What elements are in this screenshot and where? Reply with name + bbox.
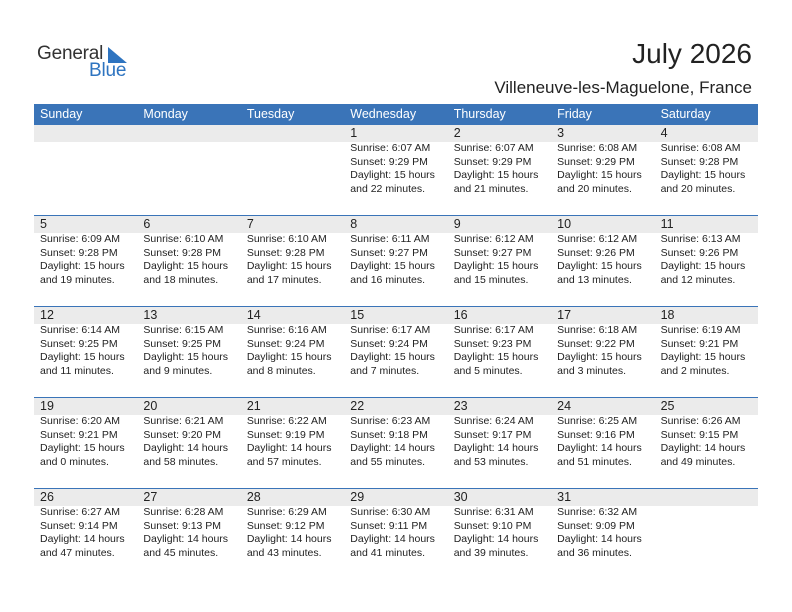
day-cell — [448, 307, 551, 397]
day-cell — [241, 125, 344, 215]
day-cell — [344, 489, 447, 579]
day-number: 13 — [143, 308, 158, 322]
day-cell — [655, 125, 758, 215]
weekday-friday: Friday — [557, 107, 592, 121]
sunset-text: Sunset: 9:26 PM — [557, 246, 635, 259]
day-number: 2 — [453, 126, 461, 140]
daylight-hours-text: Daylight: 15 hours — [350, 260, 435, 273]
calendar-week — [34, 397, 758, 488]
sunset-text: Sunset: 9:09 PM — [557, 519, 635, 532]
sunrise-text: Sunrise: 6:32 AM — [557, 506, 638, 518]
day-cell — [551, 398, 654, 488]
day-number: 23 — [453, 399, 468, 413]
weekday-tuesday: Tuesday — [246, 107, 295, 121]
sunset-text: Sunset: 9:24 PM — [246, 337, 325, 350]
sunset-text: Sunset: 9:23 PM — [453, 337, 532, 350]
day-cell — [241, 398, 344, 488]
daylight-minutes-text: and 21 minutes. — [453, 182, 529, 195]
day-number — [661, 489, 758, 506]
day-number: 19 — [40, 399, 54, 413]
day-cell — [551, 489, 654, 579]
sunset-text: Sunset: 9:16 PM — [557, 428, 635, 441]
daylight-hours-text: Daylight: 15 hours — [453, 351, 539, 364]
day-cell — [34, 125, 137, 215]
calendar-week — [34, 306, 758, 397]
daylight-hours-text: Daylight: 15 hours — [557, 169, 642, 182]
daylight-hours-text: Daylight: 15 hours — [453, 169, 539, 182]
daylight-hours-text: Daylight: 15 hours — [143, 260, 229, 273]
daylight-hours-text: Daylight: 15 hours — [350, 169, 435, 182]
sunrise-text: Sunrise: 6:20 AM — [40, 415, 120, 427]
sunrise-text: Sunrise: 6:31 AM — [453, 506, 534, 518]
sunset-text: Sunset: 9:10 PM — [453, 519, 532, 532]
sunrise-text: Sunrise: 6:15 AM — [143, 324, 224, 336]
daylight-hours-text: Daylight: 14 hours — [143, 533, 229, 546]
daylight-hours-text: Daylight: 14 hours — [453, 533, 539, 546]
calendar-location: Villeneuve-les-Maguelone, France — [494, 78, 752, 97]
day-number — [40, 125, 137, 142]
day-number: 21 — [246, 399, 261, 413]
sunset-text: Sunset: 9:28 PM — [246, 246, 325, 259]
weekday-thursday: Thursday — [453, 107, 506, 121]
day-cell — [551, 307, 654, 397]
daylight-hours-text: Daylight: 14 hours — [557, 533, 642, 546]
day-cell — [34, 216, 137, 306]
sunrise-text: Sunrise: 6:08 AM — [557, 142, 638, 154]
sunrise-text: Sunrise: 6:24 AM — [453, 415, 534, 427]
day-number: 25 — [660, 399, 675, 413]
logo-general-text: General — [37, 43, 104, 64]
calendar-grid — [34, 104, 758, 579]
day-cell — [34, 489, 137, 579]
daylight-minutes-text: and 51 minutes. — [557, 455, 632, 468]
weekday-header — [34, 104, 758, 125]
sunrise-text: Sunrise: 6:09 AM — [40, 233, 120, 245]
day-cell — [241, 216, 344, 306]
day-number — [247, 125, 344, 142]
day-number: 29 — [350, 490, 365, 504]
daylight-minutes-text: and 16 minutes. — [350, 273, 425, 286]
sunrise-text: Sunrise: 6:29 AM — [246, 506, 327, 518]
day-cell — [137, 307, 240, 397]
daylight-minutes-text: and 17 minutes. — [246, 273, 322, 286]
day-number: 28 — [246, 490, 261, 504]
day-number: 15 — [350, 308, 365, 322]
day-cell — [241, 489, 344, 579]
daylight-minutes-text: and 53 minutes. — [453, 455, 529, 468]
sunrise-text: Sunrise: 6:17 AM — [453, 324, 534, 336]
sunrise-text: Sunrise: 6:07 AM — [350, 142, 431, 154]
daylight-hours-text: Daylight: 15 hours — [557, 351, 642, 364]
day-number: 4 — [660, 126, 668, 140]
sunrise-text: Sunrise: 6:28 AM — [143, 506, 224, 518]
sunset-text: Sunset: 9:26 PM — [660, 246, 739, 259]
sunset-text: Sunset: 9:29 PM — [557, 155, 635, 168]
day-cell — [655, 307, 758, 397]
day-number: 17 — [557, 308, 572, 322]
day-cell — [137, 398, 240, 488]
day-number: 9 — [453, 217, 461, 231]
sunset-text: Sunset: 9:12 PM — [246, 519, 325, 532]
day-cell — [655, 398, 758, 488]
sunset-text: Sunset: 9:29 PM — [453, 155, 532, 168]
sunrise-text: Sunrise: 6:17 AM — [350, 324, 431, 336]
sunset-text: Sunset: 9:27 PM — [453, 246, 532, 259]
daylight-hours-text: Daylight: 15 hours — [40, 260, 125, 273]
weekday-monday: Monday — [143, 107, 188, 121]
sunrise-text: Sunrise: 6:22 AM — [246, 415, 327, 427]
daylight-minutes-text: and 47 minutes. — [40, 546, 115, 559]
sunrise-text: Sunrise: 6:23 AM — [350, 415, 431, 427]
daylight-minutes-text: and 12 minutes. — [660, 273, 736, 286]
day-number: 5 — [40, 217, 47, 231]
day-cell — [344, 216, 447, 306]
sunrise-text: Sunrise: 6:25 AM — [557, 415, 638, 427]
weekday-wednesday: Wednesday — [350, 107, 417, 121]
daylight-minutes-text: and 41 minutes. — [350, 546, 425, 559]
daylight-hours-text: Daylight: 14 hours — [40, 533, 125, 546]
daylight-hours-text: Daylight: 15 hours — [660, 169, 746, 182]
daylight-minutes-text: and 45 minutes. — [143, 546, 219, 559]
daylight-hours-text: Daylight: 15 hours — [246, 260, 332, 273]
daylight-minutes-text: and 11 minutes. — [40, 364, 114, 377]
daylight-hours-text: Daylight: 15 hours — [246, 351, 332, 364]
day-number: 8 — [350, 217, 358, 231]
daylight-minutes-text: and 13 minutes. — [557, 273, 632, 286]
day-number: 12 — [40, 308, 54, 322]
daylight-minutes-text: and 15 minutes. — [453, 273, 529, 286]
daylight-hours-text: Daylight: 15 hours — [453, 260, 539, 273]
daylight-minutes-text: and 3 minutes. — [557, 364, 627, 377]
daylight-hours-text: Daylight: 15 hours — [660, 260, 746, 273]
brand-logo — [37, 43, 137, 83]
sunset-text: Sunset: 9:15 PM — [660, 428, 739, 441]
daylight-minutes-text: and 19 minutes. — [40, 273, 115, 286]
daylight-minutes-text: and 39 minutes. — [453, 546, 529, 559]
day-cell — [137, 489, 240, 579]
daylight-minutes-text: and 20 minutes. — [660, 182, 736, 195]
weekday-saturday: Saturday — [660, 107, 711, 121]
sunrise-text: Sunrise: 6:12 AM — [557, 233, 638, 245]
daylight-hours-text: Daylight: 14 hours — [350, 533, 435, 546]
day-cell — [34, 307, 137, 397]
sunset-text: Sunset: 9:28 PM — [660, 155, 739, 168]
day-cell — [655, 489, 758, 579]
daylight-minutes-text: and 22 minutes. — [350, 182, 425, 195]
daylight-minutes-text: and 58 minutes. — [143, 455, 219, 468]
day-number: 22 — [350, 399, 365, 413]
weekday-sunday: Sunday — [40, 107, 83, 121]
day-number — [143, 125, 240, 142]
sunset-text: Sunset: 9:25 PM — [143, 337, 222, 350]
sunrise-text: Sunrise: 6:12 AM — [453, 233, 534, 245]
daylight-hours-text: Daylight: 15 hours — [143, 351, 229, 364]
day-number: 11 — [660, 217, 674, 231]
sunrise-text: Sunrise: 6:10 AM — [143, 233, 224, 245]
logo-blue-text: Blue — [89, 60, 127, 81]
day-cell — [137, 125, 240, 215]
sunset-text: Sunset: 9:21 PM — [40, 428, 118, 441]
sunrise-text: Sunrise: 6:14 AM — [40, 324, 120, 336]
day-number: 16 — [453, 308, 468, 322]
daylight-hours-text: Daylight: 14 hours — [660, 442, 746, 455]
sunset-text: Sunset: 9:18 PM — [350, 428, 428, 441]
day-cell — [551, 216, 654, 306]
sunset-text: Sunset: 9:25 PM — [40, 337, 118, 350]
sunrise-text: Sunrise: 6:27 AM — [40, 506, 120, 518]
sunrise-text: Sunrise: 6:10 AM — [246, 233, 327, 245]
daylight-minutes-text: and 2 minutes. — [660, 364, 730, 377]
day-cell — [655, 216, 758, 306]
daylight-minutes-text: and 7 minutes. — [350, 364, 420, 377]
sunset-text: Sunset: 9:24 PM — [350, 337, 428, 350]
day-cell — [34, 398, 137, 488]
sunset-text: Sunset: 9:11 PM — [350, 519, 428, 532]
sunset-text: Sunset: 9:13 PM — [143, 519, 222, 532]
sunrise-text: Sunrise: 6:13 AM — [660, 233, 741, 245]
day-number: 31 — [557, 490, 572, 504]
day-number: 27 — [143, 490, 158, 504]
daylight-minutes-text: and 43 minutes. — [246, 546, 322, 559]
calendar-week — [34, 488, 758, 579]
daylight-minutes-text: and 49 minutes. — [660, 455, 736, 468]
day-number: 20 — [143, 399, 158, 413]
daylight-hours-text: Daylight: 15 hours — [40, 442, 125, 455]
day-cell — [448, 398, 551, 488]
daylight-minutes-text: and 8 minutes. — [246, 364, 316, 377]
sunset-text: Sunset: 9:17 PM — [453, 428, 532, 441]
calendar-title: July 2026 — [632, 38, 752, 69]
sunset-text: Sunset: 9:28 PM — [143, 246, 222, 259]
day-cell — [448, 489, 551, 579]
day-cell — [344, 125, 447, 215]
day-number: 18 — [660, 308, 675, 322]
daylight-minutes-text: and 36 minutes. — [557, 546, 632, 559]
day-number: 7 — [246, 217, 254, 231]
day-number: 24 — [557, 399, 572, 413]
daylight-minutes-text: and 20 minutes. — [557, 182, 632, 195]
daylight-hours-text: Daylight: 15 hours — [557, 260, 642, 273]
daylight-hours-text: Daylight: 14 hours — [453, 442, 539, 455]
day-cell — [344, 398, 447, 488]
daylight-hours-text: Daylight: 14 hours — [143, 442, 229, 455]
sunrise-text: Sunrise: 6:07 AM — [453, 142, 534, 154]
calendar-week — [34, 125, 758, 215]
daylight-hours-text: Daylight: 14 hours — [557, 442, 642, 455]
day-cell — [241, 307, 344, 397]
weeks-container — [34, 125, 758, 579]
sunrise-text: Sunrise: 6:19 AM — [660, 324, 741, 336]
daylight-minutes-text: and 57 minutes. — [246, 455, 322, 468]
day-number: 30 — [453, 490, 468, 504]
sunset-text: Sunset: 9:21 PM — [660, 337, 739, 350]
sunrise-text: Sunrise: 6:16 AM — [246, 324, 327, 336]
daylight-hours-text: Daylight: 14 hours — [350, 442, 435, 455]
daylight-hours-text: Daylight: 15 hours — [350, 351, 435, 364]
sunrise-text: Sunrise: 6:18 AM — [557, 324, 638, 336]
daylight-minutes-text: and 18 minutes. — [143, 273, 219, 286]
sunset-text: Sunset: 9:22 PM — [557, 337, 635, 350]
day-cell — [448, 125, 551, 215]
sunset-text: Sunset: 9:14 PM — [40, 519, 118, 532]
sunset-text: Sunset: 9:19 PM — [246, 428, 325, 441]
sunrise-text: Sunrise: 6:21 AM — [143, 415, 224, 427]
daylight-minutes-text: and 55 minutes. — [350, 455, 425, 468]
day-cell — [137, 216, 240, 306]
day-number: 6 — [143, 217, 151, 231]
daylight-minutes-text: and 5 minutes. — [453, 364, 523, 377]
sunset-text: Sunset: 9:20 PM — [143, 428, 222, 441]
day-cell — [344, 307, 447, 397]
sunrise-text: Sunrise: 6:30 AM — [350, 506, 431, 518]
day-number: 26 — [40, 490, 54, 504]
daylight-minutes-text: and 9 minutes. — [143, 364, 213, 377]
day-cell — [551, 125, 654, 215]
sunrise-text: Sunrise: 6:08 AM — [660, 142, 741, 154]
daylight-hours-text: Daylight: 15 hours — [660, 351, 746, 364]
day-number: 10 — [557, 217, 572, 231]
daylight-hours-text: Daylight: 14 hours — [246, 533, 332, 546]
day-number: 1 — [350, 126, 358, 140]
daylight-hours-text: Daylight: 14 hours — [246, 442, 332, 455]
day-cell — [448, 216, 551, 306]
sunset-text: Sunset: 9:27 PM — [350, 246, 428, 259]
sunset-text: Sunset: 9:29 PM — [350, 155, 428, 168]
day-number: 14 — [246, 308, 261, 322]
daylight-hours-text: Daylight: 15 hours — [40, 351, 125, 364]
calendar-week — [34, 215, 758, 306]
sunrise-text: Sunrise: 6:11 AM — [350, 233, 430, 245]
daylight-minutes-text: and 0 minutes. — [40, 455, 109, 468]
sunset-text: Sunset: 9:28 PM — [40, 246, 118, 259]
day-number: 3 — [557, 126, 565, 140]
sunrise-text: Sunrise: 6:26 AM — [660, 415, 741, 427]
